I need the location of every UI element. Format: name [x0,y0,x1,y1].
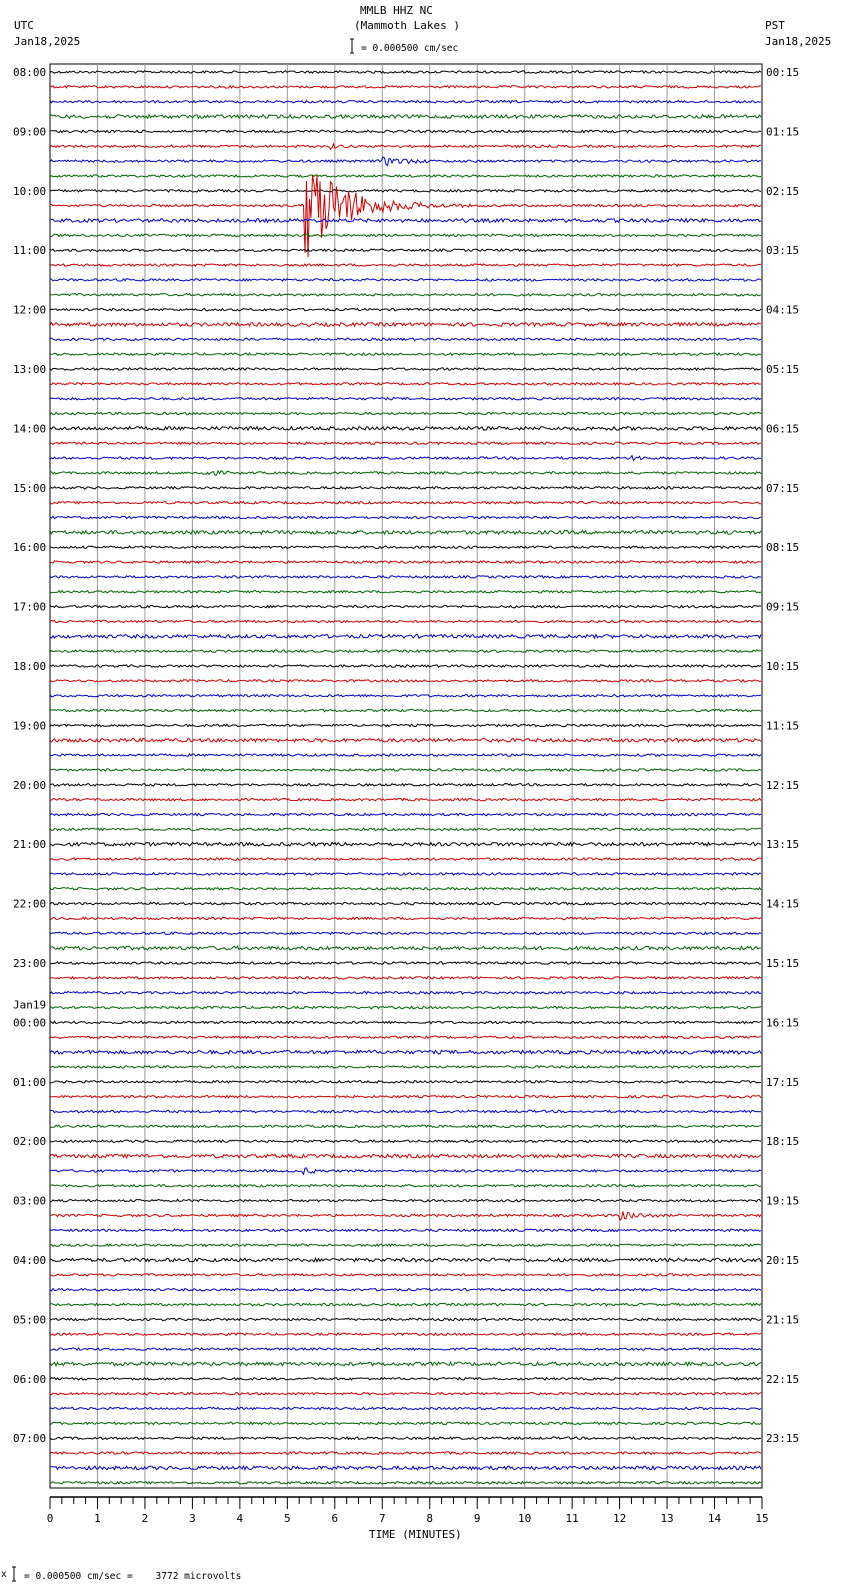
trace-line [50,86,761,88]
trace-line [50,368,761,370]
pst-hour-label: 07:15 [766,481,800,495]
pst-hour-label: 01:15 [766,125,800,139]
x-tick-label: 4 [236,1512,244,1525]
trace-line [50,546,761,548]
x-axis-label: TIME (MINUTES) [369,1528,462,1541]
trace-line [50,932,761,934]
x-tick-label: 8 [426,1512,434,1525]
utc-hour-label: 17:00 [13,600,47,614]
trace-line [50,873,761,875]
pst-hour-label: 22:15 [766,1372,800,1386]
trace-line [50,1422,761,1424]
utc-hour-label: 22:00 [13,897,47,911]
utc-hour-label: 23:00 [13,957,47,970]
utc-hour-label: 15:00 [13,481,47,495]
x-tick-label: 5 [284,1512,291,1525]
utc-hour-label: 21:00 [13,838,47,852]
trace-line [50,1393,761,1395]
x-tick-label: 11 [565,1512,579,1525]
pst-hour-label: 03:15 [766,244,800,258]
utc-hour-label: 13:00 [13,363,47,376]
trace-line [50,665,761,667]
trace-line [50,1185,761,1187]
x-tick-label: 1 [94,1512,101,1525]
x-tick-label: 15 [755,1512,769,1525]
right-timezone: PST [765,19,785,32]
trace-line [50,739,761,743]
pst-hour-label: 16:15 [766,1016,800,1030]
scale-bar-icon [350,39,354,53]
x-tick-label: 0 [46,1512,54,1525]
pst-hour-label: 23:15 [766,1432,800,1446]
trace-line [50,1125,761,1127]
pst-hour-label: 08:15 [766,541,800,555]
trace-line [50,813,761,815]
traces [50,71,761,1484]
pst-hour-label: 06:15 [766,422,800,436]
utc-hour-label: 05:00 [13,1313,47,1327]
trace-line [50,264,761,266]
x-tick-label: 3 [189,1512,196,1525]
utc-hour-label: 06:00 [13,1372,47,1386]
x-tick-label: 2 [141,1512,149,1525]
x-tick-label: 9 [473,1512,481,1525]
trace-line [50,442,761,444]
trace-line [50,190,761,192]
trace-line [50,516,761,518]
pst-hour-label: 21:15 [766,1313,800,1327]
utc-hour-label: 16:00 [13,541,47,555]
trace-line [50,1096,761,1098]
pst-hour-label: 13:15 [766,838,800,852]
trace-line [50,1466,761,1470]
trace-line [50,1407,761,1409]
x-tick-label: 7 [378,1512,386,1525]
trace-line [50,709,761,711]
pst-hour-label: 09:15 [766,600,800,614]
trace-line [50,724,761,726]
trace-line [50,101,761,103]
trace-line [50,992,761,994]
utc-hour-label: 04:00 [13,1254,47,1267]
x-tick-label: 13 [660,1512,674,1525]
trace-line [50,842,761,846]
trace-line [50,561,761,563]
left-date: Jan18,2025 [14,35,81,48]
trace-line [50,620,761,622]
pst-hour-label: 20:15 [766,1254,800,1267]
trace-line [50,1378,761,1380]
trace-line [50,353,761,355]
trace-line [50,680,761,682]
right-date: Jan18,2025 [765,35,832,48]
trace-line [50,1021,761,1023]
trace-line [50,502,761,504]
grid [50,64,762,1488]
trace-line [50,1452,761,1454]
pst-hour-label: 02:15 [766,184,800,198]
trace-line [50,754,761,756]
trace-line [50,157,761,166]
utc-hour-label: 02:00 [13,1135,47,1149]
trace-line [50,1362,761,1366]
x-tick-label: 12 [612,1512,627,1525]
trace-line [50,1258,761,1262]
trace-line [50,175,761,177]
trace-line [50,323,761,327]
trace-line [50,487,761,489]
utc-hour-label: 11:00 [13,244,47,258]
pst-hour-label: 05:15 [766,363,800,376]
utc-hour-label: 19:00 [13,719,47,733]
trace-line [50,1006,761,1008]
trace-line [50,1036,761,1038]
x-tick-label: 6 [331,1512,339,1525]
pst-hour-label: 11:15 [766,719,800,733]
scale-text: = 0.000500 cm/sec [361,43,459,54]
footer-scale-icon [12,1567,16,1581]
trace-line [50,456,761,461]
pst-hour-label: 04:15 [766,303,800,317]
trace-line [50,635,761,639]
plot-frame [50,64,762,1488]
x-axis [47,1497,769,1525]
utc-hour-label: 10:00 [13,184,47,198]
trace-line [50,1289,761,1291]
utc-hour-label: 14:00 [13,422,47,436]
trace-line [50,769,761,771]
trace-line [50,962,761,964]
trace-line [50,605,761,607]
utc-hour-label: 20:00 [13,778,47,792]
utc-hour-label: 18:00 [13,660,47,673]
trace-line [50,1244,761,1246]
trace-line [50,219,761,223]
trace-line [50,1333,761,1335]
pst-hour-label: 17:15 [766,1075,800,1089]
trace-line [50,1066,761,1068]
utc-hour-label: 08:00 [13,66,47,79]
left-timezone: UTC [14,19,34,32]
utc-hour-label: 07:00 [13,1432,47,1446]
trace-line [50,1140,761,1142]
utc-hour-label: 01:00 [13,1075,47,1089]
x-tick-label: 14 [707,1512,722,1525]
trace-line [50,279,761,281]
trace-line [50,294,761,296]
utc-hour-label: 00:00 [13,1016,47,1030]
trace-line [50,1348,761,1350]
trace-line [50,695,761,697]
trace-line [50,398,761,400]
pst-hour-label: 14:15 [766,897,800,911]
trace-line [50,1154,761,1158]
station-title: MMLB HHZ NC [360,4,433,17]
trace-line [50,383,761,385]
trace-line [50,946,761,950]
trace-line [50,144,761,149]
trace-line [50,1437,761,1439]
trace-line [50,977,761,979]
trace-line [50,858,761,860]
trace-line [50,130,761,132]
utc-hour-label: 09:00 [13,125,47,139]
trace-line [50,234,761,236]
trace-line [50,591,761,593]
trace-line [50,1050,761,1054]
trace-line [50,917,761,919]
footer-scale-text: = 0.000500 cm/sec = 3772 microvolts [24,1571,242,1582]
trace-line [50,1318,761,1320]
trace-line [50,902,761,904]
footer-mark: x [1,1569,7,1580]
trace-line [50,828,761,830]
x-tick-label: 10 [518,1512,532,1525]
pst-hour-label: 10:15 [766,660,800,673]
trace-line [50,427,761,431]
trace-line [50,412,761,414]
trace-line [50,1168,761,1174]
trace-line [50,1081,761,1083]
trace-line [50,1199,761,1201]
trace-line [50,650,761,652]
pst-hour-label: 18:15 [766,1135,800,1149]
trace-line [50,531,761,535]
trace-line [50,249,761,251]
station-location: (Mammoth Lakes ) [354,19,460,32]
pst-hour-label: 15:15 [766,957,800,970]
trace-line [50,308,761,310]
date-change-label: Jan19 [13,998,47,1012]
trace-line [50,1229,761,1231]
trace-line [50,1274,761,1276]
trace-line [50,1110,761,1112]
trace-line [50,888,761,890]
trace-line [50,1212,761,1221]
trace-line [50,71,761,73]
trace-line [50,1303,761,1305]
utc-hour-label: 12:00 [13,303,47,317]
pst-hour-label: 00:15 [766,66,800,79]
trace-line [50,576,761,578]
trace-line [50,115,761,119]
utc-hour-label: 03:00 [13,1194,47,1208]
trace-line [50,799,761,801]
pst-hour-label: 12:15 [766,778,800,792]
trace-line [50,338,761,340]
trace-line [50,175,761,257]
trace-line [50,471,761,475]
trace-line [50,784,761,786]
pst-hour-label: 19:15 [766,1194,800,1208]
trace-line [50,1482,761,1484]
